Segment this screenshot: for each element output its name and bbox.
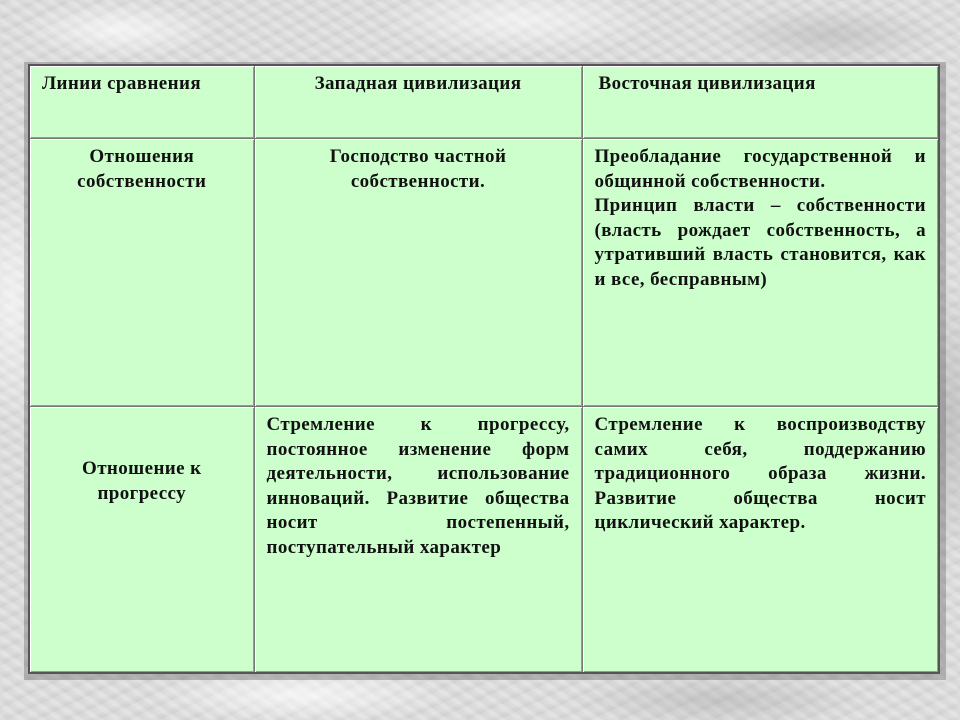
table-row-property	[29, 139, 939, 407]
comparison-table	[28, 64, 940, 674]
cell-east-property-paragraph-2: Принцип власти – собственности (власть рождает собственность, а утративший власть становится, как и все, бесправным)	[594, 195, 926, 290]
table-header-row	[29, 65, 939, 139]
cell-east-property-paragraph-1: Преобладание государственной и общинной собственности.	[594, 146, 926, 192]
header-western-civilization: Западная цивилизация	[254, 65, 582, 139]
header-eastern-civilization: Восточная цивилизация	[582, 65, 939, 139]
cell-west-progress: Стремление к прогрессу, постоянное изменение форм деятельности, использование инноваций. Развитие общества носит постепенный, поступательный характер	[254, 407, 582, 674]
row-label-property-relations: Отношения собственности	[29, 139, 254, 407]
header-comparison-lines: Линии сравнения	[29, 65, 254, 139]
cell-west-property: Господство частной собственности.	[254, 139, 582, 407]
cell-east-property	[582, 139, 939, 407]
cell-east-progress: Стремление к воспроизводству самих себя, поддержанию традиционного образа жизни. Развитие общества носит циклический характер.	[582, 407, 939, 674]
table-row-progress	[29, 407, 939, 674]
row-label-attitude-to-progress: Отношение к прогрессу	[29, 407, 254, 674]
